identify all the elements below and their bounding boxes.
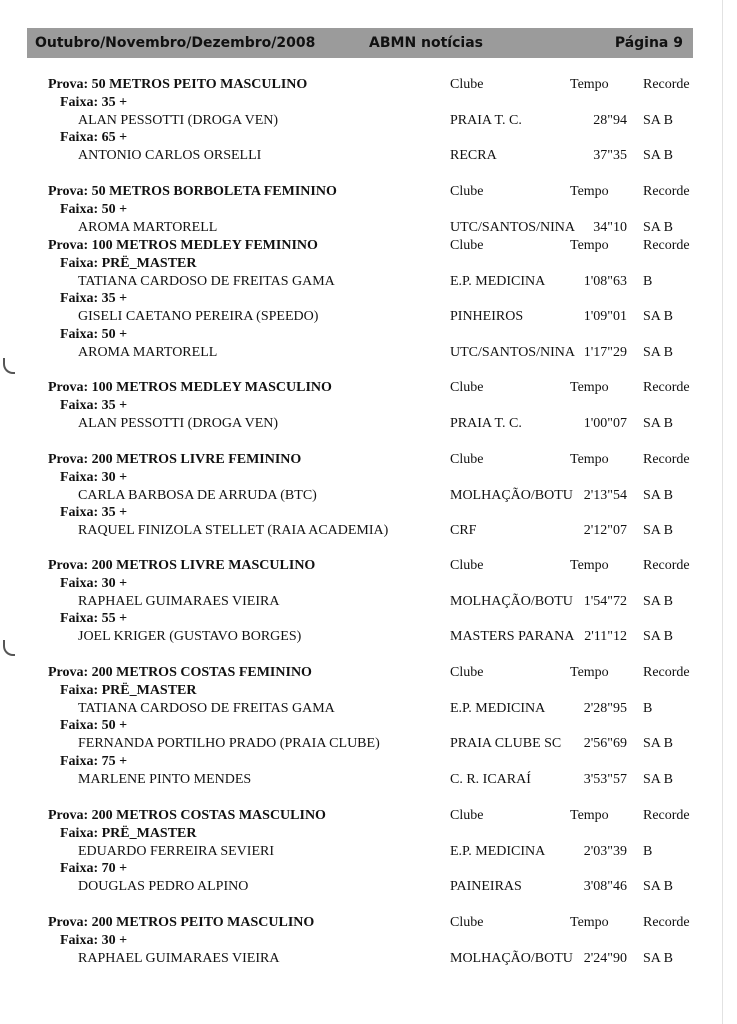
age-group	[0, 682, 737, 700]
age-group-label: Faixa: 30 +	[60, 932, 128, 948]
event-header	[0, 664, 737, 682]
swimmer-name: RAPHAEL GUIMARAES VIEIRA	[78, 950, 280, 966]
page-header	[27, 28, 693, 58]
swimmer-name: CARLA BARBOSA DE ARRUDA (BTC)	[78, 487, 317, 503]
publication-name: ABMN notícias	[369, 35, 483, 51]
record-code: SA B	[643, 112, 673, 128]
age-group	[0, 397, 737, 415]
record-code: SA B	[643, 344, 673, 360]
column-recorde: Recorde	[643, 808, 690, 823]
club-name: C. R. ICARAÍ	[450, 771, 531, 787]
column-recorde: Recorde	[643, 452, 690, 467]
age-group	[0, 326, 737, 344]
result-row	[0, 735, 737, 753]
club-name: MOLHAÇÃO/BOTU	[450, 593, 573, 609]
club-name: RECRA	[450, 148, 497, 164]
record-code: SA B	[643, 629, 673, 645]
swim-time: 2'56"69	[583, 736, 627, 752]
age-group-label: Faixa: 35 +	[60, 397, 128, 413]
age-group-label: Faixa: 50 +	[60, 201, 128, 217]
column-clube: Clube	[450, 238, 484, 253]
column-recorde: Recorde	[643, 77, 690, 92]
swimmer-name: MARLENE PINTO MENDES	[78, 771, 252, 787]
column-clube: Clube	[450, 665, 484, 680]
column-clube: Clube	[450, 77, 484, 92]
club-name: PAINEIRAS	[450, 879, 522, 895]
swim-time: 1'00"07	[583, 415, 627, 431]
result-row	[0, 700, 737, 718]
column-recorde: Recorde	[643, 184, 690, 199]
age-group-label: Faixa: 35 +	[60, 505, 128, 521]
age-group-label: Faixa: 35 +	[60, 291, 128, 307]
event-header	[0, 76, 737, 94]
age-group-label: Faixa: PRË_MASTER	[60, 255, 197, 271]
column-recorde: Recorde	[643, 915, 690, 930]
age-group-label: Faixa: PRË_MASTER	[60, 825, 197, 841]
age-group-label: Faixa: 50 +	[60, 718, 128, 734]
record-code: SA B	[643, 487, 673, 503]
swim-time: 3'53"57	[583, 771, 627, 787]
club-name: E.P. MEDICINA	[450, 700, 546, 716]
column-tempo: Tempo	[570, 238, 609, 253]
age-group	[0, 610, 737, 628]
event-title: Prova: 200 METROS LIVRE MASCULINO	[48, 558, 316, 573]
event-title: Prova: 200 METROS LIVRE FEMININO	[48, 452, 302, 467]
age-group-label: Faixa: PRË_MASTER	[60, 682, 197, 698]
club-name: CRF	[450, 523, 477, 539]
record-code: SA B	[643, 771, 673, 787]
club-name: MOLHAÇÃO/BOTU	[450, 950, 573, 966]
record-code: SA B	[643, 736, 673, 752]
result-row	[0, 147, 737, 165]
club-name: PRAIA CLUBE SC	[450, 736, 562, 752]
club-name: PINHEIROS	[450, 309, 524, 325]
swimmer-name: TATIANA CARDOSO DE FREITAS GAMA	[78, 273, 335, 289]
event-title: Prova: 200 METROS COSTAS FEMININO	[48, 665, 312, 680]
age-group	[0, 932, 737, 950]
result-row	[0, 878, 737, 896]
record-code: SA B	[643, 950, 673, 966]
result-row	[0, 415, 737, 433]
event-title: Prova: 200 METROS PEITO MASCULINO	[48, 915, 315, 930]
age-group	[0, 575, 737, 593]
age-group-label: Faixa: 30 +	[60, 469, 128, 485]
swimmer-name: FERNANDA PORTILHO PRADO (PRAIA CLUBE)	[78, 736, 380, 752]
record-code: SA B	[643, 523, 673, 539]
event-header	[0, 807, 737, 825]
club-name: E.P. MEDICINA	[450, 273, 546, 289]
swim-time: 1'09"01	[583, 309, 627, 325]
club-name: MASTERS PARANA	[450, 629, 575, 645]
event-title: Prova: 100 METROS MEDLEY FEMININO	[48, 238, 318, 253]
column-clube: Clube	[450, 915, 484, 930]
swimmer-name: DOUGLAS PEDRO ALPINO	[78, 879, 249, 895]
age-group	[0, 860, 737, 878]
swim-time: 1'54"72	[583, 593, 627, 609]
age-group	[0, 717, 737, 735]
event-header	[0, 451, 737, 469]
swimmer-name: ANTONIO CARLOS ORSELLI	[78, 148, 262, 164]
swimmer-name: AROMA MARTORELL	[78, 344, 218, 360]
result-row	[0, 593, 737, 611]
age-group-label: Faixa: 50 +	[60, 327, 128, 342]
swim-time: 2'13"54	[583, 487, 627, 503]
swimmer-name: AROMA MARTORELL	[78, 219, 218, 235]
club-name: PRAIA T. C.	[450, 415, 522, 431]
swimmer-name: RAPHAEL GUIMARAES VIEIRA	[78, 593, 280, 609]
age-group	[0, 94, 737, 112]
club-name: PRAIA T. C.	[450, 112, 522, 128]
record-code: B	[643, 843, 653, 859]
age-group-label: Faixa: 75 +	[60, 754, 128, 769]
column-tempo: Tempo	[570, 558, 609, 573]
column-recorde: Recorde	[643, 238, 690, 253]
record-code: B	[643, 700, 653, 716]
event-title: Prova: 200 METROS COSTAS MASCULINO	[48, 808, 326, 823]
column-recorde: Recorde	[643, 665, 690, 680]
record-code: SA B	[643, 415, 673, 431]
age-group-label: Faixa: 30 +	[60, 575, 128, 591]
swim-time: 1'08"63	[583, 273, 627, 289]
club-name: MOLHAÇÃO/BOTU	[450, 487, 573, 503]
swim-time: 28"94	[593, 112, 627, 128]
age-group	[0, 753, 737, 771]
swimmer-name: TATIANA CARDOSO DE FREITAS GAMA	[78, 700, 335, 716]
column-tempo: Tempo	[570, 184, 609, 199]
column-recorde: Recorde	[643, 558, 690, 573]
column-clube: Clube	[450, 184, 484, 199]
result-row	[0, 112, 737, 130]
result-row	[0, 273, 737, 291]
swimmer-name: JOEL KRIGER (GUSTAVO BORGES)	[78, 629, 302, 645]
event-title: Prova: 100 METROS MEDLEY MASCULINO	[48, 380, 332, 395]
club-name: UTC/SANTOS/NINA	[450, 344, 575, 360]
swim-time: 1'17"29	[583, 344, 627, 360]
swim-time: 2'28"95	[583, 700, 627, 716]
column-tempo: Tempo	[570, 77, 609, 92]
result-row	[0, 771, 737, 789]
event-header	[0, 914, 737, 932]
age-group	[0, 825, 737, 843]
column-tempo: Tempo	[570, 380, 609, 395]
column-recorde: Recorde	[643, 380, 690, 395]
record-code: SA B	[643, 309, 673, 325]
age-group	[0, 201, 737, 219]
swimmer-name: EDUARDO FERREIRA SEVIERI	[78, 843, 275, 859]
age-group	[0, 255, 737, 273]
swimmer-name: ALAN PESSOTTI (DROGA VEN)	[78, 112, 279, 128]
result-row	[0, 843, 737, 861]
result-row	[0, 219, 737, 237]
event-header	[0, 379, 737, 397]
column-clube: Clube	[450, 380, 484, 395]
column-tempo: Tempo	[570, 665, 609, 680]
record-code: SA B	[643, 879, 673, 895]
swim-time: 34"10	[593, 219, 627, 235]
column-tempo: Tempo	[570, 452, 609, 467]
column-clube: Clube	[450, 452, 484, 467]
result-row	[0, 628, 737, 646]
record-code: SA B	[643, 593, 673, 609]
swim-time: 37"35	[593, 148, 627, 164]
club-name: E.P. MEDICINA	[450, 843, 546, 859]
age-group	[0, 290, 737, 308]
result-row	[0, 950, 737, 968]
age-group	[0, 469, 737, 487]
column-tempo: Tempo	[570, 808, 609, 823]
age-group-label: Faixa: 65 +	[60, 130, 128, 146]
result-row	[0, 344, 737, 362]
record-code: SA B	[643, 219, 673, 235]
swim-time: 2'24"90	[583, 950, 627, 966]
club-name: UTC/SANTOS/NINA	[450, 219, 575, 235]
age-group	[0, 504, 737, 522]
event-header	[0, 183, 737, 201]
swimmer-name: ALAN PESSOTTI (DROGA VEN)	[78, 415, 279, 431]
swim-time: 2'12"07	[583, 523, 627, 539]
page-number: Página 9	[614, 35, 683, 51]
age-group-label: Faixa: 35 +	[60, 94, 128, 110]
column-tempo: Tempo	[570, 915, 609, 930]
event-header	[0, 237, 737, 255]
swimmer-name: RAQUEL FINIZOLA STELLET (RAIA ACADEMIA)	[78, 523, 389, 539]
record-code: SA B	[643, 148, 673, 164]
record-code: B	[643, 273, 653, 289]
result-row	[0, 308, 737, 326]
age-group-label: Faixa: 55 +	[60, 611, 128, 627]
swim-time: 2'11"12	[584, 629, 627, 645]
column-clube: Clube	[450, 558, 484, 573]
column-clube: Clube	[450, 808, 484, 823]
issue-date: Outubro/Novembro/Dezembro/2008	[35, 35, 316, 51]
event-title: Prova: 50 METROS BORBOLETA FEMININO	[48, 184, 337, 199]
swim-time: 3'08"46	[583, 879, 627, 895]
result-row	[0, 522, 737, 540]
age-group	[0, 129, 737, 147]
event-header	[0, 557, 737, 575]
event-title: Prova: 50 METROS PEITO MASCULINO	[48, 77, 308, 92]
swimmer-name: GISELI CAETANO PEREIRA (SPEEDO)	[78, 309, 319, 325]
age-group-label: Faixa: 70 +	[60, 861, 128, 877]
result-row	[0, 487, 737, 505]
swim-time: 2'03"39	[583, 843, 627, 859]
